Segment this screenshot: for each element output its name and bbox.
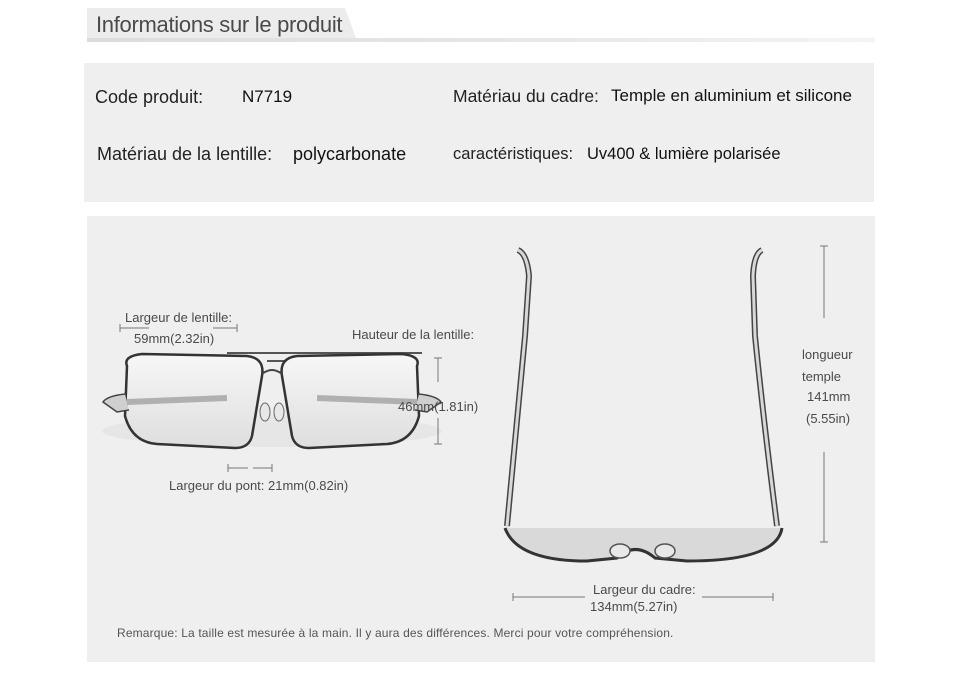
temple-length-value-1: 141mm	[807, 389, 851, 404]
lens-height-label: Hauteur de la lentille:	[352, 327, 475, 342]
dimensions-panel	[87, 216, 875, 662]
features-label: caractéristiques:	[453, 145, 574, 163]
bridge-width-label: Largeur du pont: 21mm(0.82in)	[169, 478, 349, 493]
temple-length-label-2: temple	[802, 369, 842, 384]
lens-height-value: 46mm(1.81in)	[398, 399, 479, 414]
frame-material-label: Matériau du cadre:	[453, 86, 599, 106]
frame-material-value: Temple en aluminium et silicone	[611, 86, 852, 105]
glasses-illustration	[87, 216, 875, 662]
code-value: N7719	[242, 87, 293, 106]
code-label: Code produit:	[95, 87, 204, 107]
temple-length-label-1: longueur	[802, 347, 853, 362]
temple-length-value-2: (5.55in)	[806, 411, 851, 426]
product-info-panel	[84, 63, 874, 202]
lens-width-value: 59mm(2.32in)	[134, 331, 215, 346]
measurement-note: Remarque: La taille est mesurée à la main. Il y aura des différences. Merci pour votre compréhension.	[117, 626, 674, 640]
features-value: Uv400 & lumière polarisée	[587, 145, 781, 163]
page-title: Informations sur le produit	[96, 12, 343, 37]
lens-width-label: Largeur de lentille:	[125, 310, 232, 325]
lens-material-value: polycarbonate	[293, 144, 407, 164]
frame-width-value: 134mm(5.27in)	[590, 599, 678, 614]
header-underline	[87, 38, 875, 42]
front-view-glasses	[102, 353, 442, 448]
lens-material-label: Matériau de la lentille:	[97, 144, 273, 164]
frame-width-label: Largeur du cadre:	[593, 582, 696, 597]
top-view-glasses	[505, 250, 782, 561]
